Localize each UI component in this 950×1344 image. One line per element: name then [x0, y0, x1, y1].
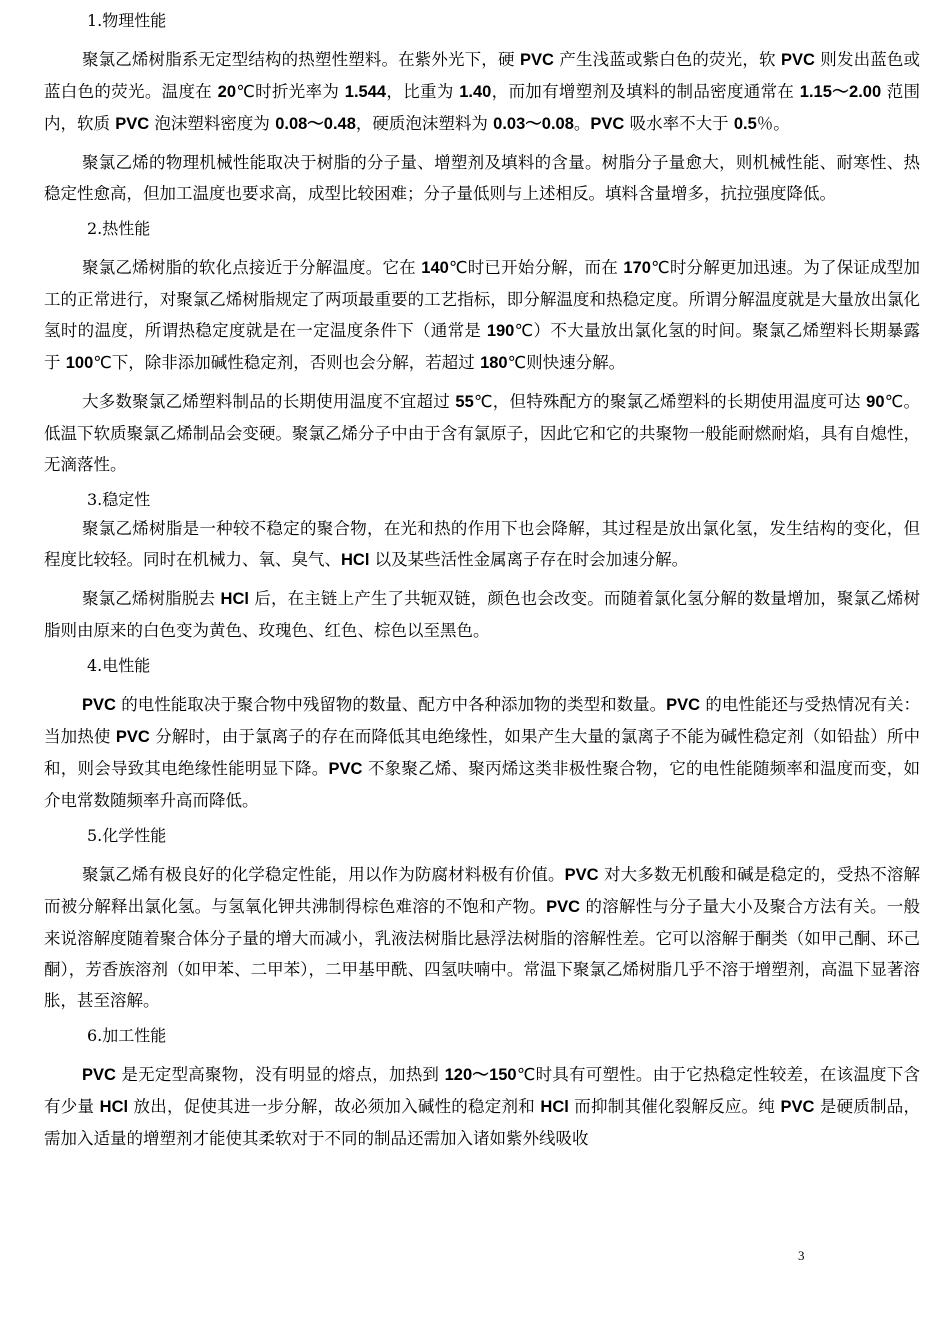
section-heading: 2.热性能 — [87, 219, 151, 238]
paragraph: PVC 是无定型高聚物，没有明显的熔点，加热到 120～150℃时具有可塑性。由于它热稳定性较差，在该温度下含有少量 HCl 放出，促使其进一步分解，故必须加入碱性的稳定剂和 HCl 而抑制其催化裂解反应。纯 PVC 是硬质制品，需加入适量的增塑剂才能使其柔软对于不同的制品还需加入诸如紫外线吸收 — [44, 1065, 921, 1148]
section-heading: 3.稳定性 — [87, 490, 151, 509]
page-number: 3 — [798, 1248, 805, 1263]
section-processing-properties — [44, 1023, 920, 1154]
section-electrical-properties — [44, 653, 920, 816]
paragraph: 聚氯乙烯树脂系无定型结构的热塑性塑料。在紫外光下，硬 PVC 产生浅蓝或紫白色的荧光，软 PVC 则发出蓝色或蓝白色的荧光。温度在 20℃时折光率为 1.544，比重为 1.40，而加有增塑剂及填料的制品密度通常在 1.15～2.00 范围内，软质 PVC 泡沫塑料密度为 0.08～0.48，硬质泡沫塑料为 0.03～0.08。PVC 吸水率不大于 0.5％。 — [44, 50, 921, 133]
section-chemical-properties — [44, 823, 920, 1016]
paragraph: 聚氯乙烯树脂的软化点接近于分解温度。它在 140℃时已开始分解，而在 170℃时分解更加迅速。为了保证成型加工的正常进行，对聚氯乙烯树脂规定了两项最重要的工艺指标，即分解温度和热稳定度。所谓分解温度就是大量放出氯化氢时的温度，所谓热稳定度就是在一定温度条件下（通常是 190℃）不大量放出氯化氢的时间。聚氯乙烯塑料长期暴露于 100℃下，除非添加碱性稳定剂，否则也会分解，若超过 180℃则快速分解。 — [44, 258, 921, 372]
section-physical-properties — [44, 8, 920, 209]
document-page — [44, 8, 920, 1161]
section-heading: 6.加工性能 — [87, 1026, 167, 1045]
paragraph: 聚氯乙烯有极良好的化学稳定性能，用以作为防腐材料极有价值。PVC 对大多数无机酸和碱是稳定的，受热不溶解而被分解释出氯化氢。与氢氧化钾共沸制得棕色难溶的不饱和产物。PVC 的溶解性与分子量大小及聚合方法有关。一般来说溶解度随着聚合体分子量的增大而减小，乳液法树脂比悬浮法树脂的溶解性差。它可以溶解于酮类（如甲己酮、环己酮），芳香族溶剂（如甲苯、二甲苯），二甲基甲酰、四氢呋喃中。常温下聚氯乙烯树脂几乎不溶于增塑剂，高温下显著溶胀，甚至溶解。 — [44, 865, 921, 1010]
paragraph: 聚氯乙烯的物理机械性能取决于树脂的分子量、增塑剂及填料的含量。树脂分子量愈大，则机械性能、耐寒性、热稳定性愈高，但加工温度也要求高，成型比较困难；分子量低则与上述相反。填料含量增多，抗拉强度降低。 — [44, 153, 920, 203]
paragraph: 大多数聚氯乙烯塑料制品的长期使用温度不宜超过 55℃，但特殊配方的聚氯乙烯塑料的长期使用温度可达 90℃。低温下软质聚氯乙烯制品会变硬。聚氯乙烯分子中由于含有氯原子，因此它和它的共聚物一般能耐燃耐焰，具有自熄性，无滴落性。 — [44, 392, 920, 474]
section-stability — [44, 487, 920, 646]
paragraph: PVC 的电性能取决于聚合物中残留物的数量、配方中各种添加物的类型和数量。PVC 的电性能还与受热情况有关：当加热使 PVC 分解时，由于氯离子的存在而降低其电绝缘性，如果产生大量的氯离子不能为碱性稳定剂（如铅盐）所中和，则会导致其电绝缘性能明显下降。PVC 不象聚乙烯、聚丙烯这类非极性聚合物，它的电性能随频率和温度而变，如介电常数随频率升高而降低。 — [44, 695, 921, 810]
section-heading: 1.物理性能 — [87, 11, 167, 30]
paragraph: 聚氯乙烯树脂脱去 HCl 后，在主链上产生了共轭双链，颜色也会改变。而随着氯化氢分解的数量增加，聚氯乙烯树脂则由原来的白色变为黄色、玫瑰色、红色、棕色以至黑色。 — [44, 589, 920, 640]
section-thermal-properties — [44, 216, 920, 480]
paragraph: 聚氯乙烯树脂是一种较不稳定的聚合物，在光和热的作用下也会降解，其过程是放出氯化氢，发生结构的变化，但程度比较轻。同时在机械力、氧、臭气、HCl 以及某些活性金属离子存在时会加速分解。 — [44, 519, 920, 569]
section-heading: 5.化学性能 — [87, 826, 167, 845]
section-heading: 4.电性能 — [87, 656, 151, 675]
